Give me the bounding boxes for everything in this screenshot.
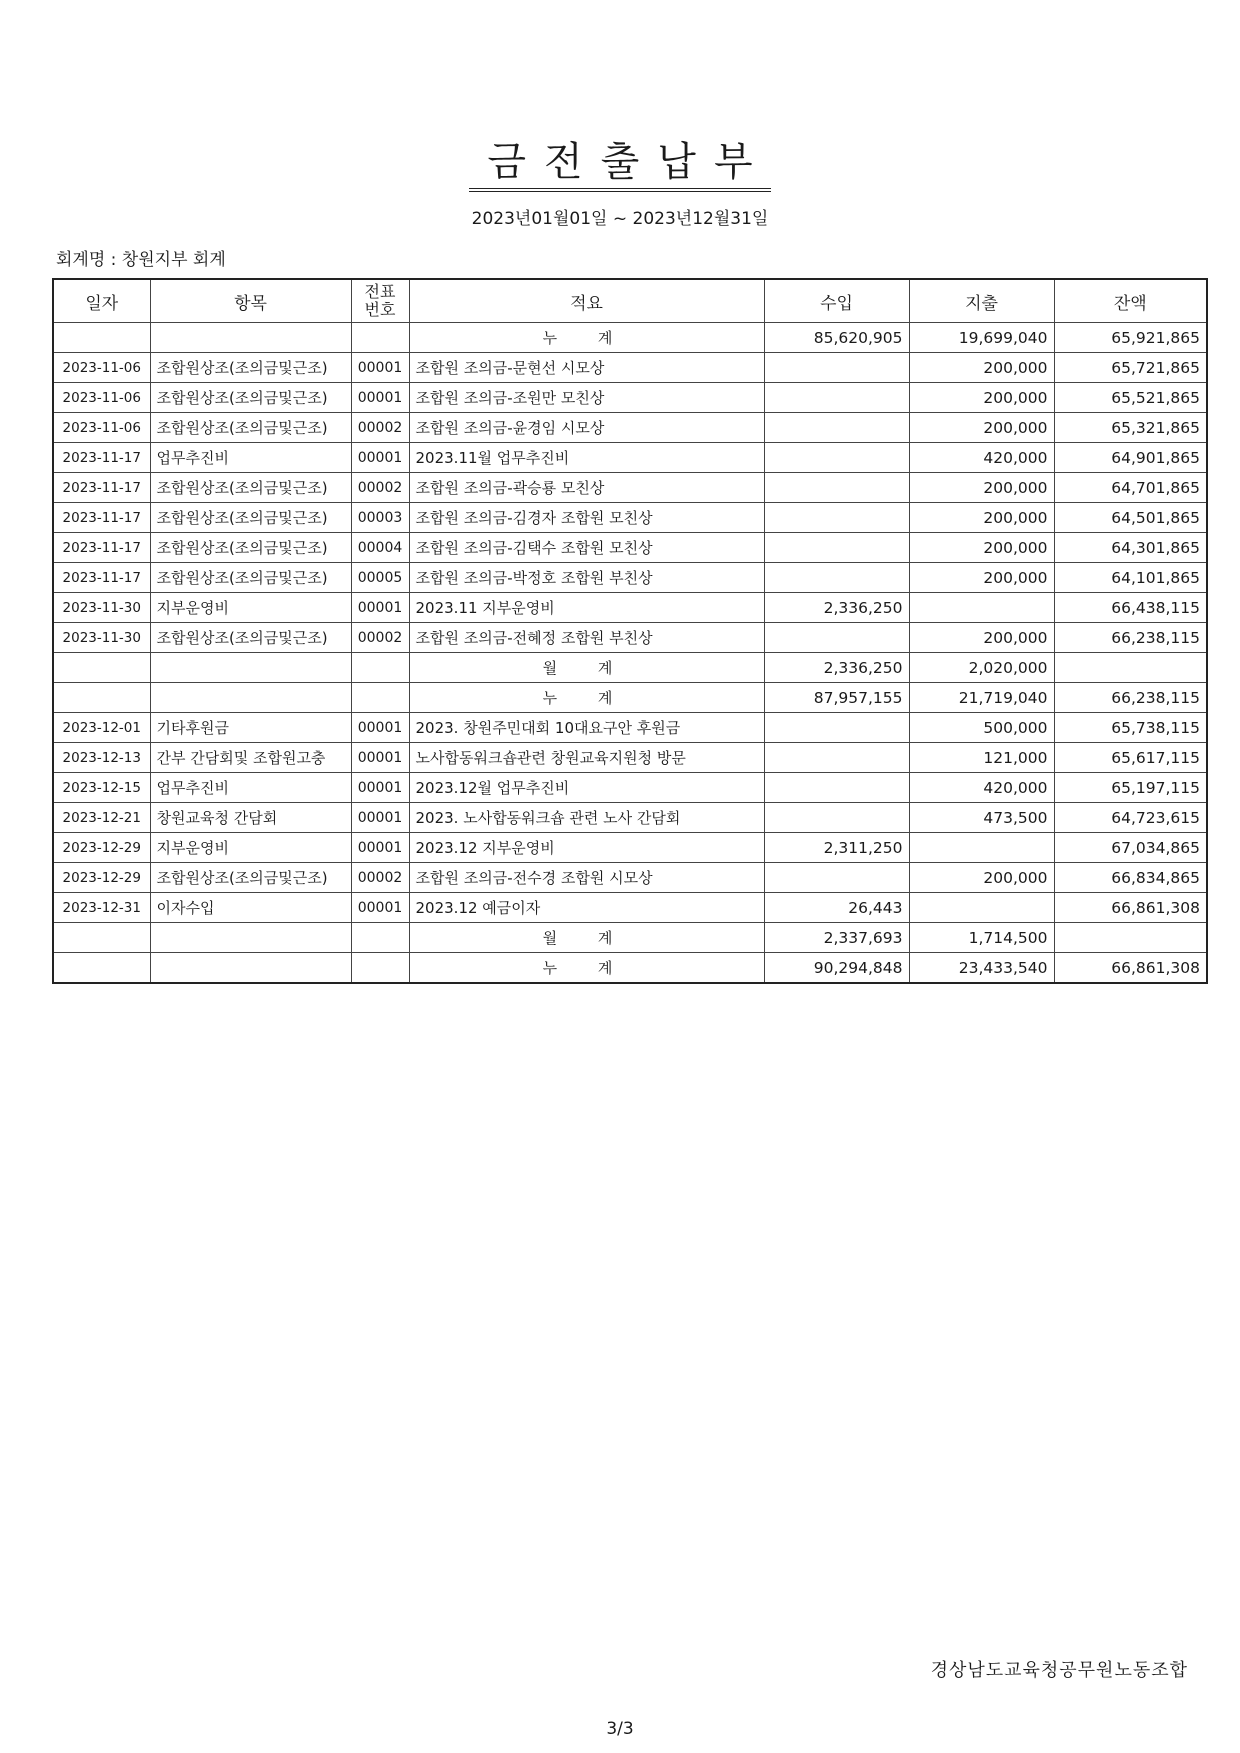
- cell-description: 조합원 조의금-윤경임 시모상: [409, 413, 764, 443]
- cell-income: [764, 383, 909, 413]
- cell-date: [53, 683, 150, 713]
- cell-date: 2023-11-17: [53, 533, 150, 563]
- cell-income: 2,337,693: [764, 923, 909, 953]
- cell-income: [764, 443, 909, 473]
- table-row: [53, 743, 1207, 773]
- cell-description: 누 계: [409, 953, 764, 984]
- cell-description: 누 계: [409, 683, 764, 713]
- cell-expense: 121,000: [909, 743, 1054, 773]
- cell-income: [764, 563, 909, 593]
- cell-expense: 23,433,540: [909, 953, 1054, 984]
- cell-description: 2023.12월 업무추진비: [409, 773, 764, 803]
- cell-item: 조합원상조(조의금및근조): [150, 563, 351, 593]
- cell-description: 2023.11 지부운영비: [409, 593, 764, 623]
- cell-balance: 66,861,308: [1054, 953, 1207, 984]
- cell-balance: [1054, 923, 1207, 953]
- document-title-wrap: [0, 138, 1240, 192]
- cell-expense: 200,000: [909, 503, 1054, 533]
- cell-item: 조합원상조(조의금및근조): [150, 503, 351, 533]
- cell-balance: 65,921,865: [1054, 323, 1207, 353]
- cell-voucher-no: 00001: [351, 713, 409, 743]
- subtotal-row: [53, 683, 1207, 713]
- cell-income: [764, 803, 909, 833]
- cell-income: [764, 863, 909, 893]
- cell-balance: 65,721,865: [1054, 353, 1207, 383]
- table-row: [53, 713, 1207, 743]
- cell-item: 조합원상조(조의금및근조): [150, 383, 351, 413]
- subtotal-row: [53, 923, 1207, 953]
- cell-expense: 200,000: [909, 413, 1054, 443]
- table-row: [53, 533, 1207, 563]
- cell-balance: 65,321,865: [1054, 413, 1207, 443]
- cell-date: [53, 923, 150, 953]
- cell-date: 2023-11-06: [53, 353, 150, 383]
- cell-balance: 65,197,115: [1054, 773, 1207, 803]
- header-voucher-line2: 번호: [364, 300, 396, 319]
- cell-expense: 200,000: [909, 563, 1054, 593]
- cell-date: [53, 653, 150, 683]
- cell-voucher-no: 00003: [351, 503, 409, 533]
- cell-balance: 66,438,115: [1054, 593, 1207, 623]
- cell-date: 2023-11-17: [53, 443, 150, 473]
- cell-date: 2023-11-17: [53, 503, 150, 533]
- cell-voucher-no: 00001: [351, 353, 409, 383]
- cell-expense: 420,000: [909, 773, 1054, 803]
- header-description: 적요: [409, 279, 764, 323]
- cell-item: 조합원상조(조의금및근조): [150, 623, 351, 653]
- cell-income: 26,443: [764, 893, 909, 923]
- cell-voucher-no: 00002: [351, 413, 409, 443]
- cell-balance: 65,521,865: [1054, 383, 1207, 413]
- cell-expense: 200,000: [909, 473, 1054, 503]
- cell-balance: 64,901,865: [1054, 443, 1207, 473]
- ledger-table: [52, 278, 1208, 984]
- cell-expense: 21,719,040: [909, 683, 1054, 713]
- page-number: 3/3: [606, 1719, 634, 1739]
- cell-balance: 64,501,865: [1054, 503, 1207, 533]
- cell-income: [764, 533, 909, 563]
- cell-income: [764, 773, 909, 803]
- subtotal-row: [53, 953, 1207, 984]
- cell-balance: 64,701,865: [1054, 473, 1207, 503]
- header-date: 일자: [53, 279, 150, 323]
- header-balance: 잔액: [1054, 279, 1207, 323]
- cell-item: 조합원상조(조의금및근조): [150, 533, 351, 563]
- cell-date: 2023-11-30: [53, 623, 150, 653]
- cell-balance: 64,723,615: [1054, 803, 1207, 833]
- cell-voucher-no: 00002: [351, 623, 409, 653]
- cell-expense: 500,000: [909, 713, 1054, 743]
- cell-voucher-no: 00001: [351, 893, 409, 923]
- cell-description: 조합원 조의금-조원만 모친상: [409, 383, 764, 413]
- cell-income: [764, 623, 909, 653]
- cell-item: 조합원상조(조의금및근조): [150, 473, 351, 503]
- header-income: 수입: [764, 279, 909, 323]
- cell-date: [53, 953, 150, 984]
- table-row: [53, 473, 1207, 503]
- cell-description: 조합원 조의금-문현선 시모상: [409, 353, 764, 383]
- table-row: [53, 443, 1207, 473]
- cell-balance: 66,238,115: [1054, 683, 1207, 713]
- cell-item: [150, 653, 351, 683]
- cell-description: 조합원 조의금-김경자 조합원 모친상: [409, 503, 764, 533]
- table-row: [53, 383, 1207, 413]
- cell-balance: 66,861,308: [1054, 893, 1207, 923]
- cell-item: [150, 323, 351, 353]
- cell-income: 2,336,250: [764, 653, 909, 683]
- cell-balance: [1054, 653, 1207, 683]
- cell-item: 지부운영비: [150, 593, 351, 623]
- cell-date: 2023-11-06: [53, 413, 150, 443]
- cell-voucher-no: 00001: [351, 833, 409, 863]
- cell-expense: 473,500: [909, 803, 1054, 833]
- cell-item: 창원교육청 간담회: [150, 803, 351, 833]
- cell-expense: 200,000: [909, 353, 1054, 383]
- cell-item: [150, 953, 351, 984]
- table-row: [53, 803, 1207, 833]
- cell-voucher-no: [351, 683, 409, 713]
- subtotal-row: [53, 653, 1207, 683]
- cell-expense: 1,714,500: [909, 923, 1054, 953]
- cell-description: 조합원 조의금-곽승룡 모친상: [409, 473, 764, 503]
- cell-description: 누 계: [409, 323, 764, 353]
- organization-name: 경상남도교육청공무원노동조합: [930, 1660, 1188, 1681]
- cell-voucher-no: 00002: [351, 473, 409, 503]
- cell-item: 업무추진비: [150, 443, 351, 473]
- cell-voucher-no: 00002: [351, 863, 409, 893]
- cell-date: [53, 323, 150, 353]
- cell-date: 2023-12-29: [53, 863, 150, 893]
- cell-description: 노사합동워크숍관련 창원교육지원청 방문: [409, 743, 764, 773]
- subtotal-row: [53, 323, 1207, 353]
- cell-expense: 200,000: [909, 863, 1054, 893]
- cell-income: 85,620,905: [764, 323, 909, 353]
- cell-balance: 64,101,865: [1054, 563, 1207, 593]
- table-row: [53, 833, 1207, 863]
- cell-expense: 200,000: [909, 623, 1054, 653]
- cell-voucher-no: 00005: [351, 563, 409, 593]
- cell-balance: 66,834,865: [1054, 863, 1207, 893]
- document-title: 금전출납부: [469, 138, 770, 192]
- cell-income: 2,311,250: [764, 833, 909, 863]
- table-row: [53, 893, 1207, 923]
- cell-date: 2023-12-31: [53, 893, 150, 923]
- cell-balance: 65,738,115: [1054, 713, 1207, 743]
- cell-voucher-no: 00001: [351, 443, 409, 473]
- cell-balance: 66,238,115: [1054, 623, 1207, 653]
- cell-date: 2023-12-13: [53, 743, 150, 773]
- cell-description: 조합원 조의금-전수경 조합원 시모상: [409, 863, 764, 893]
- table-row: [53, 863, 1207, 893]
- cell-item: [150, 683, 351, 713]
- cell-income: [764, 713, 909, 743]
- cell-expense: 2,020,000: [909, 653, 1054, 683]
- table-row: [53, 353, 1207, 383]
- cell-date: 2023-12-21: [53, 803, 150, 833]
- header-expense: 지출: [909, 279, 1054, 323]
- cell-voucher-no: 00004: [351, 533, 409, 563]
- cell-voucher-no: 00001: [351, 383, 409, 413]
- cell-description: 조합원 조의금-김택수 조합원 모친상: [409, 533, 764, 563]
- cell-balance: 64,301,865: [1054, 533, 1207, 563]
- cell-item: 지부운영비: [150, 833, 351, 863]
- table-row: [53, 773, 1207, 803]
- cell-item: 기타후원금: [150, 713, 351, 743]
- ledger-body: [53, 323, 1207, 984]
- cell-voucher-no: [351, 653, 409, 683]
- cell-description: 월 계: [409, 653, 764, 683]
- cell-expense: [909, 593, 1054, 623]
- cell-voucher-no: [351, 923, 409, 953]
- cell-balance: 65,617,115: [1054, 743, 1207, 773]
- cell-expense: 19,699,040: [909, 323, 1054, 353]
- period-range: 2023년01월01일 ~ 2023년12월31일: [471, 209, 769, 229]
- cell-date: 2023-11-30: [53, 593, 150, 623]
- cell-description: 2023. 창원주민대회 10대요구안 후원금: [409, 713, 764, 743]
- cell-income: 90,294,848: [764, 953, 909, 984]
- header-row: [53, 279, 1207, 323]
- header-voucher: [351, 279, 409, 323]
- cell-expense: 200,000: [909, 383, 1054, 413]
- cell-date: 2023-11-17: [53, 473, 150, 503]
- cell-date: 2023-11-17: [53, 563, 150, 593]
- table-row: [53, 623, 1207, 653]
- cell-income: [764, 503, 909, 533]
- cell-voucher-no: [351, 323, 409, 353]
- cell-date: 2023-12-01: [53, 713, 150, 743]
- table-row: [53, 413, 1207, 443]
- cell-voucher-no: 00001: [351, 743, 409, 773]
- cell-income: [764, 353, 909, 383]
- cell-voucher-no: 00001: [351, 773, 409, 803]
- cell-balance: 67,034,865: [1054, 833, 1207, 863]
- cell-item: 조합원상조(조의금및근조): [150, 413, 351, 443]
- cell-description: 월 계: [409, 923, 764, 953]
- cell-description: 2023.11월 업무추진비: [409, 443, 764, 473]
- cell-income: [764, 413, 909, 443]
- cell-expense: 420,000: [909, 443, 1054, 473]
- cell-expense: [909, 893, 1054, 923]
- cell-expense: 200,000: [909, 533, 1054, 563]
- cell-voucher-no: 00001: [351, 593, 409, 623]
- cell-description: 조합원 조의금-박정호 조합원 부친상: [409, 563, 764, 593]
- header-item: 항목: [150, 279, 351, 323]
- cell-item: 간부 간담회및 조합원고충: [150, 743, 351, 773]
- cell-description: 2023.12 지부운영비: [409, 833, 764, 863]
- cell-date: 2023-12-15: [53, 773, 150, 803]
- cell-income: [764, 743, 909, 773]
- cell-description: 2023.12 예금이자: [409, 893, 764, 923]
- cell-income: [764, 473, 909, 503]
- cell-income: 2,336,250: [764, 593, 909, 623]
- table-row: [53, 503, 1207, 533]
- account-name: 회계명 : 창원지부 회계: [56, 250, 226, 270]
- cell-item: 조합원상조(조의금및근조): [150, 353, 351, 383]
- header-voucher-line1: 전표: [364, 282, 396, 301]
- cell-expense: [909, 833, 1054, 863]
- cell-description: 2023. 노사합동워크숍 관련 노사 간담회: [409, 803, 764, 833]
- cell-item: [150, 923, 351, 953]
- cell-item: 조합원상조(조의금및근조): [150, 863, 351, 893]
- cell-voucher-no: [351, 953, 409, 984]
- cell-date: 2023-11-06: [53, 383, 150, 413]
- cell-voucher-no: 00001: [351, 803, 409, 833]
- cell-income: 87,957,155: [764, 683, 909, 713]
- cell-date: 2023-12-29: [53, 833, 150, 863]
- table-row: [53, 563, 1207, 593]
- cell-description: 조합원 조의금-전혜정 조합원 부친상: [409, 623, 764, 653]
- cell-item: 이자수입: [150, 893, 351, 923]
- table-row: [53, 593, 1207, 623]
- cell-item: 업무추진비: [150, 773, 351, 803]
